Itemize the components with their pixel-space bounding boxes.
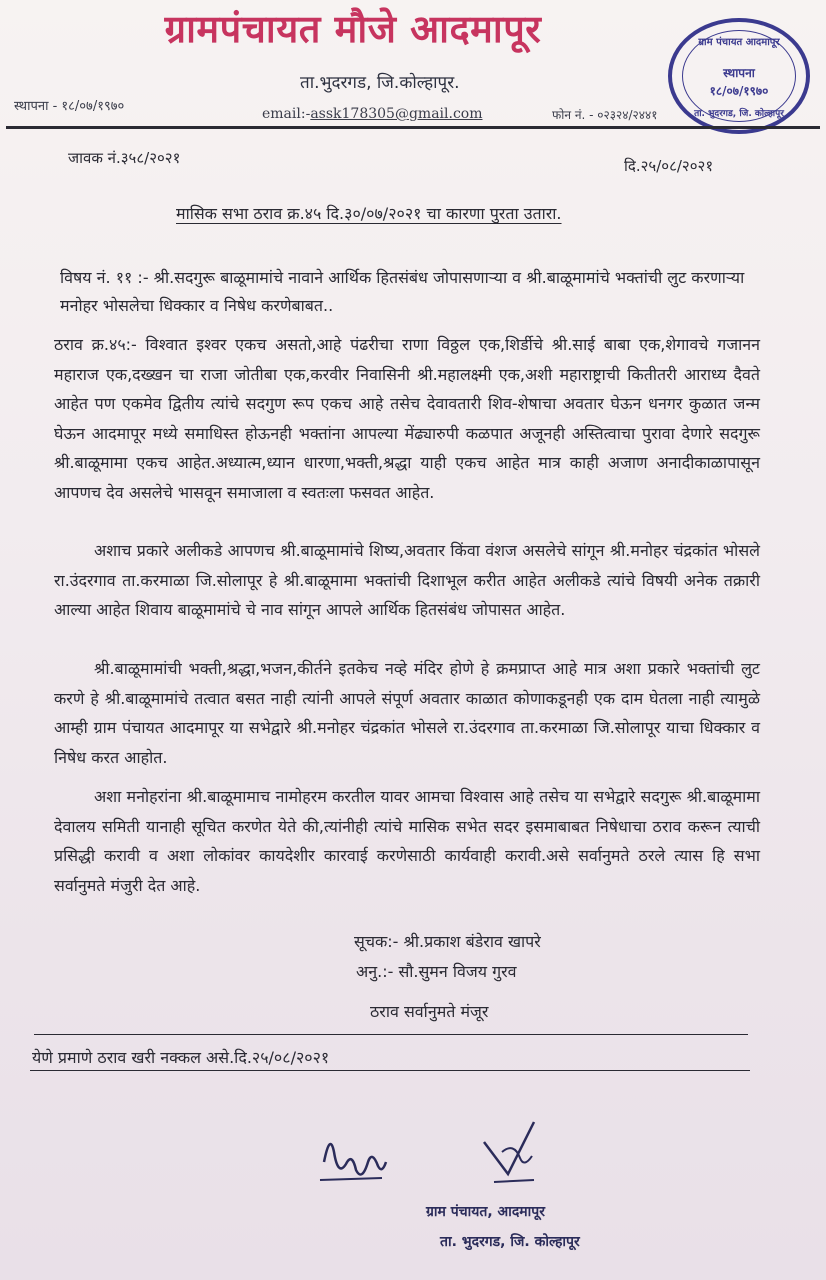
letterhead-subtitle: ता.भुदरगड, जि.कोल्हापूर. [300, 73, 460, 93]
office-seal [668, 18, 810, 134]
document-heading: मासिक सभा ठराव क्र.४५ दि.३०/०७/२०२१ चा कारणा पुरता उतारा. [176, 204, 562, 223]
subject-line: विषय नं. ११ :- श्री.सदगुरू बाळूमामांचे नावाने आर्थिक हितसंबंध जोपासणाऱ्या व श्री.बाळूमामांचे भक्तांची लुट करणाऱ्या मनोहर भोसलेचा धिक्कार व निषेध करणेबाबत.. [60, 268, 745, 315]
paragraph-4: अशा मनोहरांना श्री.बाळूमामाच नामोहरम करतील यावर आमचा विश्वास आहे तसेच या सभेद्वारे सदगुरू श्री.बाळूमामा देवालय समिती यानाही सूचित करणेत येते की,त्यांनीही त्यांचे मासिक सभेत सदर इसमाबाबत निषेधाचा ठराव करून त्याची प्रसिद्धी करावी व अशा लोकांवर कायदेशीर कारवाई करणेसाठी कार्यवाही करावी.असे सर्वानुमते ठरले त्यास हि सभा सर्वानुमते मंजुरी देत आहे. [54, 787, 760, 895]
seal-date-text: १८/०७/१९७० [709, 84, 769, 98]
email-label: email:- [262, 106, 311, 122]
letterhead-phone: फोन नं. - ०२३२४/२४४१ [552, 108, 658, 122]
reference-number: जावक नं.३५८/२०२१ [68, 149, 181, 167]
seal-middle-text: स्थापना [723, 66, 755, 80]
stamp-gram-panchayat: ग्राम पंचायत, आदमापूर [426, 1204, 545, 1220]
certification-top-rule [34, 1034, 748, 1035]
paragraph-3: श्री.बाळूमामांची भक्ती,श्रद्धा,भजन,कीर्तने इतकेच नव्हे मंदिर होणे हे क्रमप्राप्त आहे मात्र अशा प्रकारे भक्तांची लुट करणे हे श्री.बाळूमामांचे तत्वात बसत नाही त्यांनी आपले संपूर्ण अवतार काळात कोणाकडूनही एक दाम घेतला नाही त्यामुळे आम्ही ग्राम पंचायत आदमापूर या सभेद्वारे श्री.मनोहर चंद्रकांत भोसले रा.उंदरगाव ता.करमाळा जि.सोलापूर याचा धिक्कार व निषेध करत आहोत. [54, 659, 760, 767]
letterhead-divider [6, 126, 820, 129]
signature-left [312, 1122, 392, 1192]
established-date: स्थापना - १८/०७/१९७० [14, 99, 125, 114]
paragraph-resolution: ठराव क्र.४५:- विश्वात इश्वर एकच असतो,आहे पंढरीचा राणा विठ्ठल एक,शिर्डीचे श्री.साई बाबा एक,शेगावचे गजानन महाराज एक,दख्खन चा राजा जोतीबा एक,करवीर निवासिनी श्री.महालक्ष्मी एक,अशी महाराष्ट्राची कितीतरी आराध्य दैवते आहेत पण एकमेव द्वितीय त्यांचे सदगुण रूप एकच आहे तसेच देवावतारी शिव-शेषाचा अवतार घेऊन धनगर कुळात जन्म घेऊन आदमापूर मध्ये समाधिस्त होऊनही भक्तांना आपल्या मेंढ्यारुपी कळपात अजूनही अस्तित्वाचा पुरावा देणारे सदगुरू श्री.बाळूमामा एकच आहेत.अध्यात्म,ध्यान धारणा,भक्ती,श्रद्धा याही एकच आहेत मात्र काही अजाण अनादीकाळापासून आपणच देव असलेचे भासवून समाजाला व स्वतःला फसवत आहेत. [54, 335, 760, 502]
stamp-taluka-district: ता. भुदरगड, जि. कोल्हापूर [440, 1234, 580, 1250]
seconder: अनु.:- सौ.सुमन विजय गुरव [356, 962, 517, 981]
seal-bottom-text: ता. भुदरगड, जि. कोल्हापूर [694, 109, 784, 119]
letterhead-title: ग्रामपंचायत मौजे आदमापूर [164, 6, 542, 51]
proposer: सूचक:- श्री.प्रकाश बंडेराव खापरे [354, 932, 541, 951]
certification-text: येणे प्रमाणे ठराव खरी नक्कल असे.दि.२५/०८/२०२१ [32, 1048, 330, 1067]
paragraph-2: अशाच प्रकारे अलीकडे आपणच श्री.बाळूमामांचे शिष्य,अवतार किंवा वंशज असलेचे सांगून श्री.मनोहर चंद्रकांत भोसले रा.उंदरगाव ता.करमाळा जि.सोलापूर हे श्री.बाळूमामा भक्तांची दिशाभूल करीत आहेत अलीकडे त्यांचे विषयी अनेक तक्रारी आल्या आहेत शिवाय बाळूमामांचे चे नाव सांगून आपले आर्थिक हितसंबंध जोपासत आहेत. [54, 541, 760, 619]
signature-right [474, 1112, 554, 1192]
letterhead-email [262, 106, 483, 122]
seal-top-text: ग्राम पंचायत आदमापूर [698, 37, 780, 48]
document-date: दि.२५/०८/२०२१ [624, 157, 714, 175]
email-address: assk178305@gmail.com [310, 106, 483, 122]
certification-underline [30, 1070, 750, 1071]
resolution-result: ठराव सर्वानुमते मंजूर [370, 1002, 489, 1021]
